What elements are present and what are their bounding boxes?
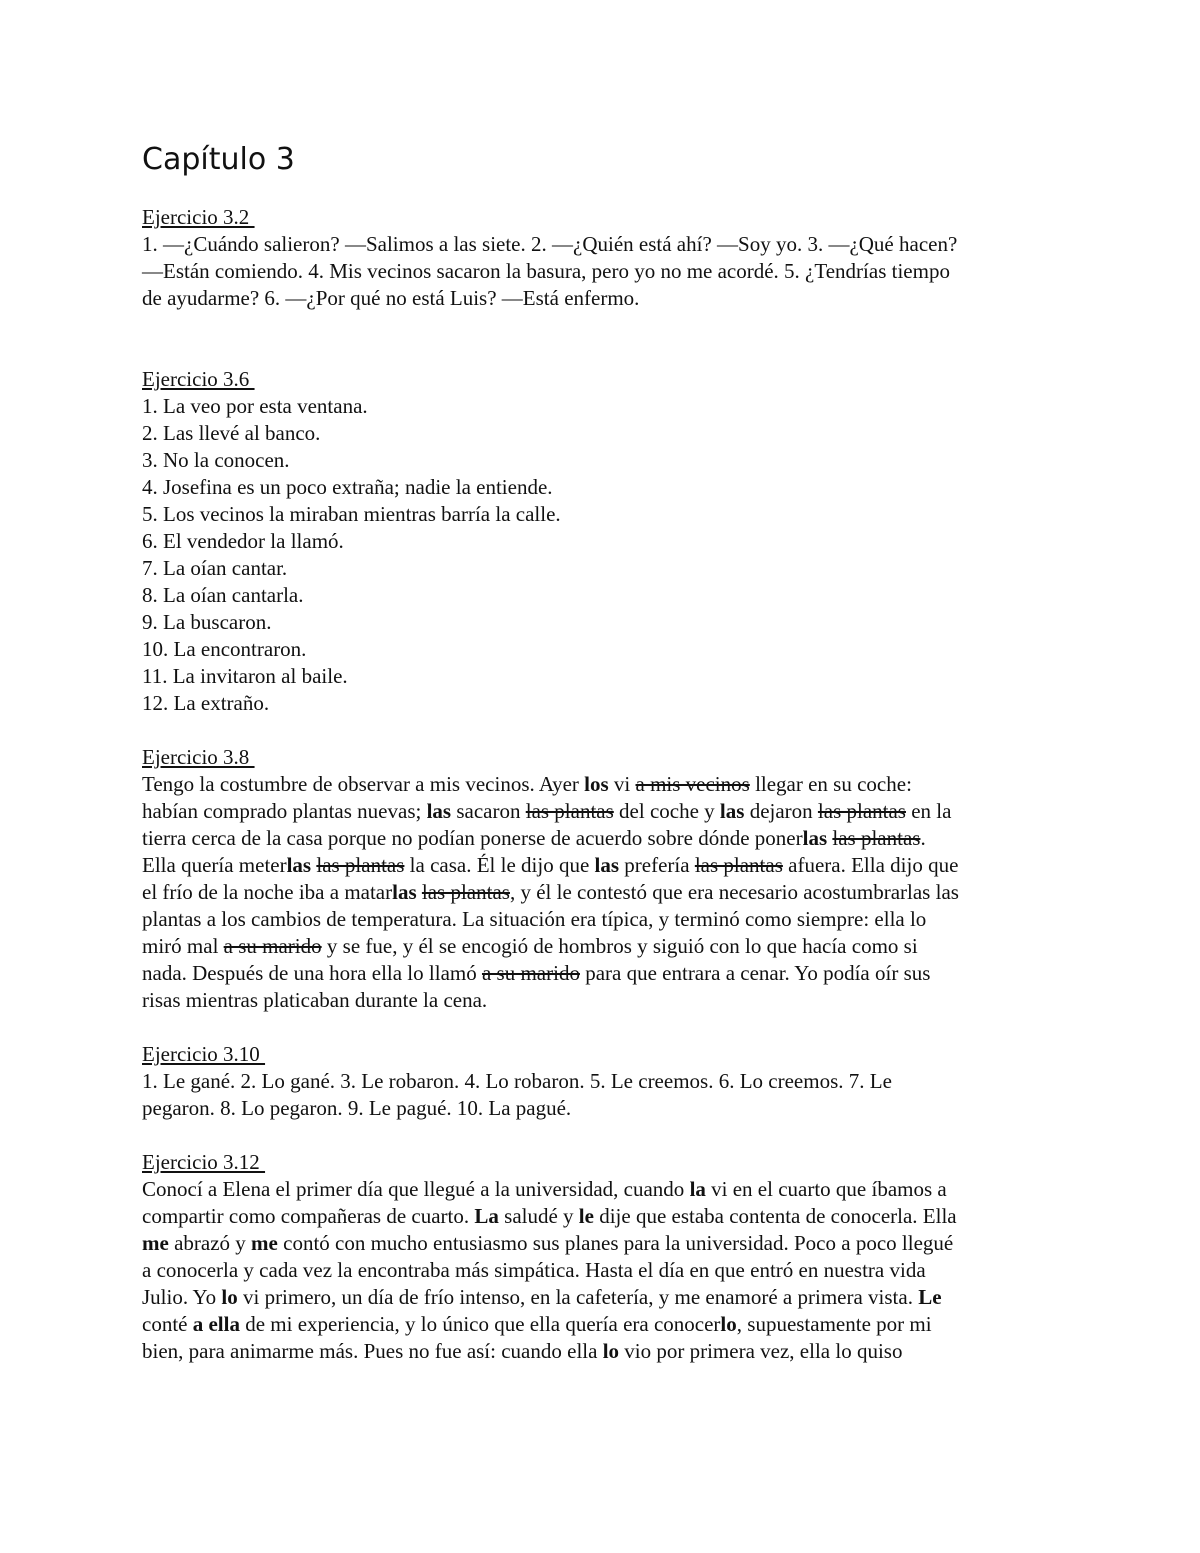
exercise-3-8-line: Ella quería meterlas las plantas la casa. Él le dijo que las prefería las plantas afuera. Ella dijo que	[142, 853, 959, 877]
exercise-3-12-title: Ejercicio 3.12	[142, 1150, 266, 1174]
exercise-3-10-line: 1. Le gané. 2. Lo gané. 3. Le robaron. 4. Lo robaron. 5. Le creemos. 6. Lo creemos. 7. Le	[142, 1069, 892, 1093]
exercise-3-8-line: plantas a los cambios de temperatura. La situación era típica, y terminó como siempre: ella lo	[142, 907, 927, 931]
exercise-3-8-line: risas mientras platicaban durante la cena.	[142, 988, 488, 1012]
chapter-title: Capítulo 3	[142, 142, 295, 177]
exercise-3-10-line: pegaron. 8. Lo pegaron. 9. Le pagué. 10. La pagué.	[142, 1096, 572, 1120]
exercise-3-12-line: conté a ella de mi experiencia, y lo único que ella quería era conocerlo, supuestamente por mi	[142, 1312, 932, 1336]
exercise-3-12-line: a conocerla y cada vez la encontraba más simpática. Hasta el día en que entró en nuestra vida	[142, 1258, 926, 1282]
exercise-3-8-line: Tengo la costumbre de observar a mis vecinos. Ayer los vi a mis vecinos llegar en su coche:	[142, 772, 912, 796]
list-item: 12. La extraño.	[142, 691, 270, 715]
exercise-3-8-title: Ejercicio 3.8	[142, 745, 255, 769]
list-item: 9. La buscaron.	[142, 610, 272, 634]
exercise-3-2-title: Ejercicio 3.2	[142, 205, 255, 229]
exercise-3-6-title: Ejercicio 3.6	[142, 367, 255, 391]
document-page	[142, 140, 1072, 1365]
list-item: 1. La veo por esta ventana.	[142, 394, 368, 418]
exercise-3-8-line: el frío de la noche iba a matarlas las plantas, y él le contestó que era necesario acostumbrarlas las	[142, 880, 959, 904]
list-item: 10. La encontraron.	[142, 637, 307, 661]
list-item: 2. Las llevé al banco.	[142, 421, 321, 445]
exercise-3-8-line: habían comprado plantas nuevas; las sacaron las plantas del coche y las dejaron las plantas en la	[142, 799, 952, 823]
exercise-3-12-line: Julio. Yo lo vi primero, un día de frío intenso, en la cafetería, y me enamoré a primera vista. Le	[142, 1285, 942, 1309]
list-item: 4. Josefina es un poco extraña; nadie la entiende.	[142, 475, 553, 499]
exercise-3-8-line: tierra cerca de la casa porque no podían ponerse de acuerdo sobre dónde ponerlas las plantas.	[142, 826, 926, 850]
list-item: 8. La oían cantarla.	[142, 583, 304, 607]
exercise-3-2-line: de ayudarme? 6. —¿Por qué no está Luis? —Está enfermo.	[142, 286, 640, 310]
exercise-3-8-line: miró mal a su marido y se fue, y él se encogió de hombros y siguió con lo que hacía como si	[142, 934, 918, 958]
exercise-3-2-line: 1. —¿Cuándo salieron? —Salimos a las siete. 2. —¿Quién está ahí? —Soy yo. 3. —¿Qué hacen?	[142, 232, 958, 256]
exercise-3-12-line: bien, para animarme más. Pues no fue así: cuando ella lo vio por primera vez, ella lo quiso	[142, 1339, 903, 1363]
list-item: 11. La invitaron al baile.	[142, 664, 348, 688]
list-item: 5. Los vecinos la miraban mientras barría la calle.	[142, 502, 561, 526]
list-item: 6. El vendedor la llamó.	[142, 529, 344, 553]
exercise-3-12-line: Conocí a Elena el primer día que llegué a la universidad, cuando la vi en el cuarto que íbamos a	[142, 1177, 947, 1201]
list-item: 7. La oían cantar.	[142, 556, 288, 580]
exercise-3-2-line: —Están comiendo. 4. Mis vecinos sacaron la basura, pero yo no me acordé. 5. ¿Tendrías tiempo	[142, 259, 950, 283]
exercise-3-12-line: compartir como compañeras de cuarto. La saludé y le dije que estaba contenta de conocerla. Ella	[142, 1204, 957, 1228]
exercise-3-10-title: Ejercicio 3.10	[142, 1042, 266, 1066]
exercise-3-8-line: nada. Después de una hora ella lo llamó a su marido para que entrara a cenar. Yo podía oír sus	[142, 961, 931, 985]
list-item: 3. No la conocen.	[142, 448, 290, 472]
exercise-3-12-line: me abrazó y me contó con mucho entusiasmo sus planes para la universidad. Poco a poco llegué	[142, 1231, 954, 1255]
